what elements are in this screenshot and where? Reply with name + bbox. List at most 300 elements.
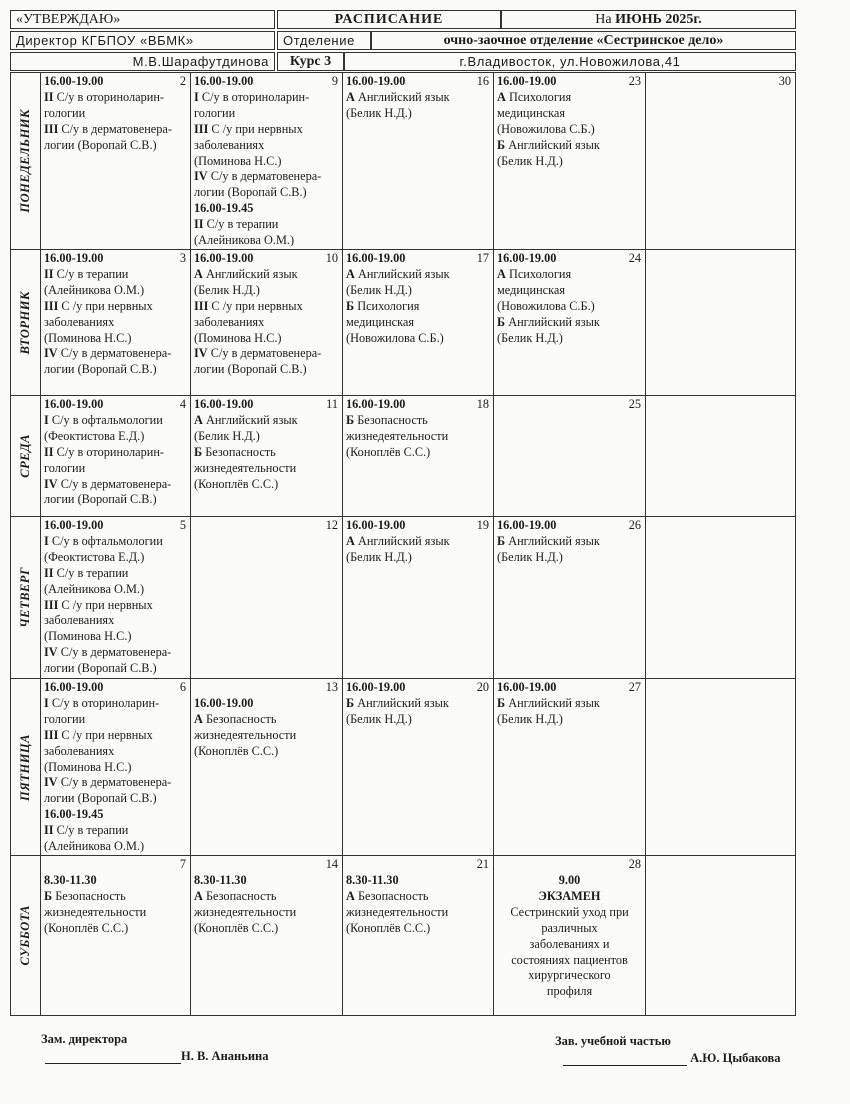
lesson-text: С/у в дерматовенера- xyxy=(207,169,322,184)
lesson-text: Английский язык xyxy=(354,89,450,104)
lesson-text: С/у в оториноларин- xyxy=(53,444,165,459)
date-number: 3 xyxy=(179,251,186,265)
date-number: 14 xyxy=(325,857,338,871)
lesson-text: Безопасность xyxy=(354,412,428,427)
lesson-line xyxy=(194,429,339,445)
group-label: IV xyxy=(194,169,208,184)
lesson-text: логии (Воропай С.В.) xyxy=(44,137,157,152)
day-name: СРЕДА xyxy=(18,434,32,478)
lesson-line xyxy=(44,566,187,582)
date-number: 28 xyxy=(628,857,641,871)
signer-name: М.В.Шарафутдинова xyxy=(10,52,275,71)
lesson-text: С/у в терапии xyxy=(53,565,129,580)
session-time: 8.30-11.30 xyxy=(346,872,399,887)
day-label-cell xyxy=(11,396,41,517)
lesson-line xyxy=(346,857,490,873)
schedule-grid xyxy=(10,72,796,1016)
lesson-line xyxy=(497,299,642,315)
lesson-text: (Алейникова О.М.) xyxy=(44,282,145,297)
lesson-text: С/у в оториноларин- xyxy=(53,89,165,104)
lesson-line xyxy=(497,315,642,331)
day-label-cell xyxy=(11,250,41,396)
address-label: г.Владивосток, ул.Новожилова,41 xyxy=(344,52,796,71)
lesson-text: гологии xyxy=(44,711,86,726)
session-time: 16.00-19.00 xyxy=(346,74,406,88)
date-number: 23 xyxy=(628,74,641,88)
lesson-line xyxy=(194,889,339,905)
lesson-text: (Поминова Н.С.) xyxy=(194,330,282,345)
lesson-line xyxy=(44,889,187,905)
lesson-text: жизнедеятельности xyxy=(44,904,147,919)
group-label: А xyxy=(346,888,355,903)
month-prefix: На xyxy=(595,11,612,27)
session-time: 16.00-19.00 xyxy=(497,518,557,532)
lesson-line xyxy=(44,90,187,106)
session-time: 16.00-19.00 xyxy=(44,74,104,88)
group-label: II xyxy=(44,565,54,580)
session-time: 16.00-19.00 xyxy=(44,251,104,265)
lesson-line xyxy=(346,712,490,728)
lesson-text: заболеваниях xyxy=(44,613,115,628)
schedule-cell xyxy=(646,517,795,679)
group-label: I xyxy=(44,695,49,710)
date-number: 17 xyxy=(476,251,489,265)
lesson-line xyxy=(44,823,187,839)
approve-label: «УТВЕРЖДАЮ» xyxy=(10,10,275,29)
lesson-line xyxy=(194,744,339,760)
schedule-cell xyxy=(191,73,343,250)
schedule-cell xyxy=(494,856,646,1015)
schedule-cell xyxy=(343,250,494,396)
date-number: 19 xyxy=(476,518,489,532)
group-label: А xyxy=(194,412,203,427)
schedule-cell xyxy=(646,679,795,856)
lesson-line xyxy=(44,534,187,550)
lesson-line xyxy=(44,492,187,508)
lesson-text: логии (Воропай С.В.) xyxy=(44,791,157,806)
lesson-line xyxy=(497,138,642,154)
lesson-text: жизнедеятельности xyxy=(194,727,297,742)
exam-subject-line: заболеваниях и xyxy=(529,936,610,951)
lesson-line xyxy=(497,534,642,550)
lesson-line xyxy=(194,233,339,249)
lesson-text: Английский язык xyxy=(505,695,600,710)
group-label: Б xyxy=(346,412,355,427)
lesson-line xyxy=(497,90,642,106)
lesson-line xyxy=(44,728,187,744)
director-label: Директор КГБПОУ «ВБМК» xyxy=(10,31,275,50)
day-label-cell xyxy=(11,517,41,679)
date-number: 13 xyxy=(325,680,338,694)
group-label: III xyxy=(44,727,59,742)
group-label: III xyxy=(194,298,209,313)
lesson-line xyxy=(44,445,187,461)
exam-subject-line: различных xyxy=(541,920,598,935)
day-name: СУББОТА xyxy=(18,905,32,966)
session-time: 16.00-19.00 xyxy=(194,251,254,265)
lesson-text: (Коноплёв С.С.) xyxy=(44,920,129,935)
lesson-text: (Коноплёв С.С.) xyxy=(346,920,431,935)
lesson-line xyxy=(194,712,339,728)
lesson-text: С/у в оториноларин- xyxy=(198,89,310,104)
group-label: III xyxy=(194,121,209,136)
exam-subject-line: состояниях пациентов xyxy=(511,952,628,967)
lesson-line xyxy=(194,106,339,122)
lesson-text: С/у в дерматовенера- xyxy=(57,645,172,660)
schedule-cell xyxy=(646,396,795,517)
lesson-line xyxy=(194,299,339,315)
lesson-line xyxy=(44,744,187,760)
day-label-cell xyxy=(11,73,41,250)
lesson-line xyxy=(194,346,339,362)
lesson-line xyxy=(44,582,187,598)
lesson-text: медицинская xyxy=(497,282,566,297)
lesson-text: С /у при нервных xyxy=(208,298,303,313)
date-number: 4 xyxy=(179,397,186,411)
lesson-line xyxy=(497,550,642,566)
lesson-text: С/у в дерматовенера- xyxy=(207,346,322,361)
lesson-line xyxy=(346,429,490,445)
date-number: 16 xyxy=(476,74,489,88)
lesson-line xyxy=(346,299,490,315)
session-time: 16.00-19.00 xyxy=(194,397,254,411)
lesson-line xyxy=(194,413,339,429)
lesson-text: (Поминова Н.С.) xyxy=(194,153,282,168)
date-number: 11 xyxy=(326,397,338,411)
lesson-text: жизнедеятельности xyxy=(194,904,297,919)
lesson-text: (Белик Н.Д.) xyxy=(497,711,563,726)
session-time: 16.00-19.00 xyxy=(44,397,104,411)
lesson-line xyxy=(497,696,642,712)
lesson-line xyxy=(346,413,490,429)
lesson-line xyxy=(44,712,187,728)
day-name: ПЯТНИЦА xyxy=(18,733,32,801)
lesson-line xyxy=(194,90,339,106)
schedule-cell xyxy=(41,856,191,1015)
lesson-text: логии (Воропай С.В.) xyxy=(44,492,157,507)
lesson-text: (Белик Н.Д.) xyxy=(497,330,563,345)
group-label: А xyxy=(346,533,355,548)
lesson-line xyxy=(497,712,642,728)
group-label: Б xyxy=(497,695,506,710)
lesson-text: Психология xyxy=(505,89,572,104)
session-time: 8.30-11.30 xyxy=(44,872,97,887)
lesson-line xyxy=(194,905,339,921)
lesson-text xyxy=(194,680,197,694)
lesson-line xyxy=(44,346,187,362)
lesson-line xyxy=(194,267,339,283)
lesson-text: С/у в терапии xyxy=(203,217,279,232)
lesson-line xyxy=(194,477,339,493)
lesson-text xyxy=(346,857,349,871)
session-time: 16.00-19.00 xyxy=(497,251,557,265)
lesson-line xyxy=(346,331,490,347)
lesson-line xyxy=(44,106,187,122)
lesson-text: С/у в дерматовенера- xyxy=(57,476,172,491)
schedule-cell xyxy=(646,250,795,396)
session-time: 16.00-19.00 xyxy=(497,74,557,88)
lesson-text: (Феоктистова Е.Д.) xyxy=(44,428,145,443)
lesson-text: Безопасность xyxy=(202,888,277,903)
session-time: 16.00-19.00 xyxy=(44,680,104,694)
group-label: А xyxy=(346,266,355,281)
date-number: 21 xyxy=(476,857,489,871)
lesson-line xyxy=(44,791,187,807)
group-label: IV xyxy=(44,346,58,361)
schedule-cell xyxy=(41,73,191,250)
lesson-line xyxy=(44,629,187,645)
lesson-line xyxy=(44,138,187,154)
deputy-director-signature xyxy=(45,1049,269,1064)
lesson-line xyxy=(44,122,187,138)
group-label: Б xyxy=(497,533,506,548)
header-row-3 xyxy=(10,52,796,71)
date-number: 27 xyxy=(628,680,641,694)
group-label: IV xyxy=(44,645,58,660)
lesson-line xyxy=(44,839,187,855)
lesson-text: С/у в дерматовенера- xyxy=(57,346,172,361)
lesson-line xyxy=(44,362,187,378)
lesson-text: (Новожилова С.Б.) xyxy=(497,121,595,136)
study-head-title: Зав. учебной частью xyxy=(555,1034,671,1048)
header-row-1 xyxy=(10,10,796,29)
lesson-line xyxy=(194,461,339,477)
month-value: ИЮНЬ 2025г. xyxy=(615,11,702,27)
lesson-line xyxy=(44,921,187,937)
lesson-line xyxy=(44,905,187,921)
lesson-text: С/у в оториноларин- xyxy=(48,695,160,710)
group-label: Б xyxy=(497,137,506,152)
lesson-text: логии (Воропай С.В.) xyxy=(44,661,157,676)
lesson-text: заболеваниях xyxy=(44,314,115,329)
lesson-text: (Коноплёв С.С.) xyxy=(346,444,431,459)
schedule-cell xyxy=(343,679,494,856)
lesson-text: С/у в дерматовенера- xyxy=(58,121,172,136)
study-head-name: А.Ю. Цыбакова xyxy=(690,1051,781,1065)
lesson-text: гологии xyxy=(44,105,86,120)
group-label: А xyxy=(497,89,506,104)
schedule-cell xyxy=(646,856,795,1015)
study-head-signature xyxy=(563,1051,781,1066)
schedule-cell xyxy=(494,679,646,856)
lesson-text: заболеваниях xyxy=(194,314,265,329)
date-number: 25 xyxy=(628,397,641,411)
session-time: 16.00-19.00 xyxy=(497,680,557,694)
schedule-cell xyxy=(494,73,646,250)
lesson-line xyxy=(194,283,339,299)
session-time: 16.00-19.00 xyxy=(346,251,406,265)
schedule-cell xyxy=(191,517,343,679)
date-number: 10 xyxy=(325,251,338,265)
lesson-text: Английский язык xyxy=(354,266,450,281)
lesson-line xyxy=(194,217,339,233)
schedule-cell xyxy=(41,679,191,856)
schedule-cell xyxy=(191,679,343,856)
schedule-cell xyxy=(646,73,795,250)
session-time: 16.00-19.00 xyxy=(194,74,254,88)
group-label: III xyxy=(44,298,59,313)
schedule-cell xyxy=(41,396,191,517)
schedule-header xyxy=(10,10,796,73)
session-time: 16.00-19.00 xyxy=(346,397,406,411)
header-row-2 xyxy=(10,31,796,50)
lesson-text: (Феоктистова Е.Д.) xyxy=(44,549,145,564)
lesson-text: С/у в терапии xyxy=(53,823,129,838)
group-label: Б xyxy=(44,888,53,903)
lesson-text: гологии xyxy=(44,460,86,475)
session-time: 16.00-19.00 xyxy=(346,680,406,694)
date-number: 26 xyxy=(628,518,641,532)
lesson-text: (Алейникова О.М.) xyxy=(194,233,295,248)
session-time: 16.00-19.00 xyxy=(44,518,104,532)
lesson-text: С/у в офтальмологии xyxy=(48,412,163,427)
lesson-text: гологии xyxy=(194,105,236,120)
lesson-text: (Белик Н.Д.) xyxy=(346,711,412,726)
schedule-cell xyxy=(191,250,343,396)
group-label: А xyxy=(497,266,506,281)
schedule-cell xyxy=(343,396,494,517)
group-label: А xyxy=(346,89,355,104)
lesson-line xyxy=(44,550,187,566)
lesson-text: (Новожилова С.Б.) xyxy=(346,330,444,345)
group-label: Б xyxy=(497,314,506,329)
lesson-text: Безопасность xyxy=(202,444,276,459)
group-label: I xyxy=(44,533,49,548)
lesson-text: Безопасность xyxy=(52,888,126,903)
signature-line xyxy=(563,1052,687,1066)
group-label: А xyxy=(194,888,203,903)
lesson-text: Английский язык xyxy=(354,695,449,710)
schedule-cell xyxy=(343,856,494,1015)
session-time: 16.00-19.45 xyxy=(194,201,254,216)
date-number: 12 xyxy=(325,518,338,532)
group-label: IV xyxy=(44,476,58,491)
exam-subject-line: профиля xyxy=(546,984,593,999)
lesson-line xyxy=(194,857,339,873)
lesson-line xyxy=(497,154,642,170)
exam-subject-line: Сестринский уход при xyxy=(510,904,629,919)
lesson-line xyxy=(44,760,187,776)
document-title: РАСПИСАНИЕ xyxy=(277,10,501,29)
lesson-line xyxy=(194,169,339,185)
lesson-line xyxy=(44,331,187,347)
lesson-line xyxy=(44,857,187,873)
lesson-line xyxy=(346,315,490,331)
lesson-text: заболеваниях xyxy=(44,743,115,758)
lesson-line xyxy=(346,534,490,550)
date-number: 30 xyxy=(778,74,791,88)
department-label: Отделение xyxy=(277,31,371,50)
date-number: 5 xyxy=(179,518,186,532)
lesson-line xyxy=(44,267,187,283)
lesson-line xyxy=(346,905,490,921)
session-time: 16.00-19.00 xyxy=(346,518,406,532)
lesson-text: Психология xyxy=(505,266,572,281)
lesson-text: Английский язык xyxy=(354,533,450,548)
lesson-text: (Поминова Н.С.) xyxy=(44,759,132,774)
exam-time: 9.00 xyxy=(558,873,581,887)
schedule-cell xyxy=(191,856,343,1015)
session-time: 16.00-19.45 xyxy=(44,807,104,822)
lesson-line xyxy=(346,445,490,461)
lesson-text: (Коноплёв С.С.) xyxy=(194,743,279,758)
lesson-text: (Поминова Н.С.) xyxy=(44,330,132,345)
day-name: ВТОРНИК xyxy=(18,290,32,355)
group-label: А xyxy=(194,711,203,726)
lesson-line xyxy=(194,362,339,378)
lesson-line xyxy=(44,413,187,429)
lesson-text: (Белик Н.Д.) xyxy=(346,549,412,564)
schedule-cell xyxy=(343,73,494,250)
lesson-text: жизнедеятельности xyxy=(346,904,449,919)
lesson-line xyxy=(44,477,187,493)
lesson-line xyxy=(44,661,187,677)
signature-line xyxy=(45,1050,181,1064)
month-cell xyxy=(501,10,796,29)
lesson-line xyxy=(346,889,490,905)
lesson-line xyxy=(44,315,187,331)
lesson-text: (Белик Н.Д.) xyxy=(194,428,260,443)
group-label: Б xyxy=(346,298,355,313)
exam-subject-line: хирургического xyxy=(528,968,611,983)
lesson-text: Безопасность xyxy=(202,711,277,726)
lesson-text xyxy=(44,857,47,871)
exam-title: ЭКЗАМЕН xyxy=(538,888,601,903)
department-value: очно-заочное отделение «Сестринское дело» xyxy=(371,31,796,50)
schedule-cell xyxy=(494,396,646,517)
session-time: 16.00-19.00 xyxy=(194,695,254,710)
lesson-line xyxy=(346,267,490,283)
schedule-cell xyxy=(41,250,191,396)
lesson-text: Английский язык xyxy=(505,533,600,548)
group-label: II xyxy=(44,444,54,459)
lesson-line xyxy=(346,921,490,937)
lesson-line xyxy=(194,921,339,937)
group-label: II xyxy=(44,823,54,838)
schedule-cell xyxy=(494,517,646,679)
lesson-line xyxy=(44,598,187,614)
group-label: IV xyxy=(194,346,208,361)
lesson-text: (Новожилова С.Б.) xyxy=(497,298,595,313)
day-name: ПОНЕДЕЛЬНИК xyxy=(18,109,32,213)
lesson-text: заболеваниях xyxy=(194,137,265,152)
lesson-line xyxy=(44,299,187,315)
lesson-line xyxy=(194,315,339,331)
lesson-line xyxy=(346,696,490,712)
group-label: I xyxy=(194,89,199,104)
day-name: ЧЕТВЕРГ xyxy=(18,567,32,628)
lesson-line xyxy=(497,122,642,138)
lesson-text: (Коноплёв С.С.) xyxy=(194,476,279,491)
lesson-text: логии (Воропай С.В.) xyxy=(194,362,307,377)
lesson-text: (Алейникова О.М.) xyxy=(44,839,145,854)
lesson-line xyxy=(194,680,339,696)
deputy-director-name: Н. В. Ананьина xyxy=(181,1049,269,1063)
lesson-text: жизнедеятельности xyxy=(346,428,449,443)
schedule-cell xyxy=(343,517,494,679)
group-label: А xyxy=(194,266,203,281)
lesson-line xyxy=(346,106,490,122)
lesson-line xyxy=(194,154,339,170)
group-label: III xyxy=(44,597,59,612)
lesson-line xyxy=(497,106,642,122)
lesson-text: (Белик Н.Д.) xyxy=(497,549,563,564)
lesson-text xyxy=(194,857,197,871)
lesson-line xyxy=(44,775,187,791)
session-time: 8.30-11.30 xyxy=(194,872,247,887)
lesson-line xyxy=(194,122,339,138)
schedule-cell xyxy=(41,517,191,679)
